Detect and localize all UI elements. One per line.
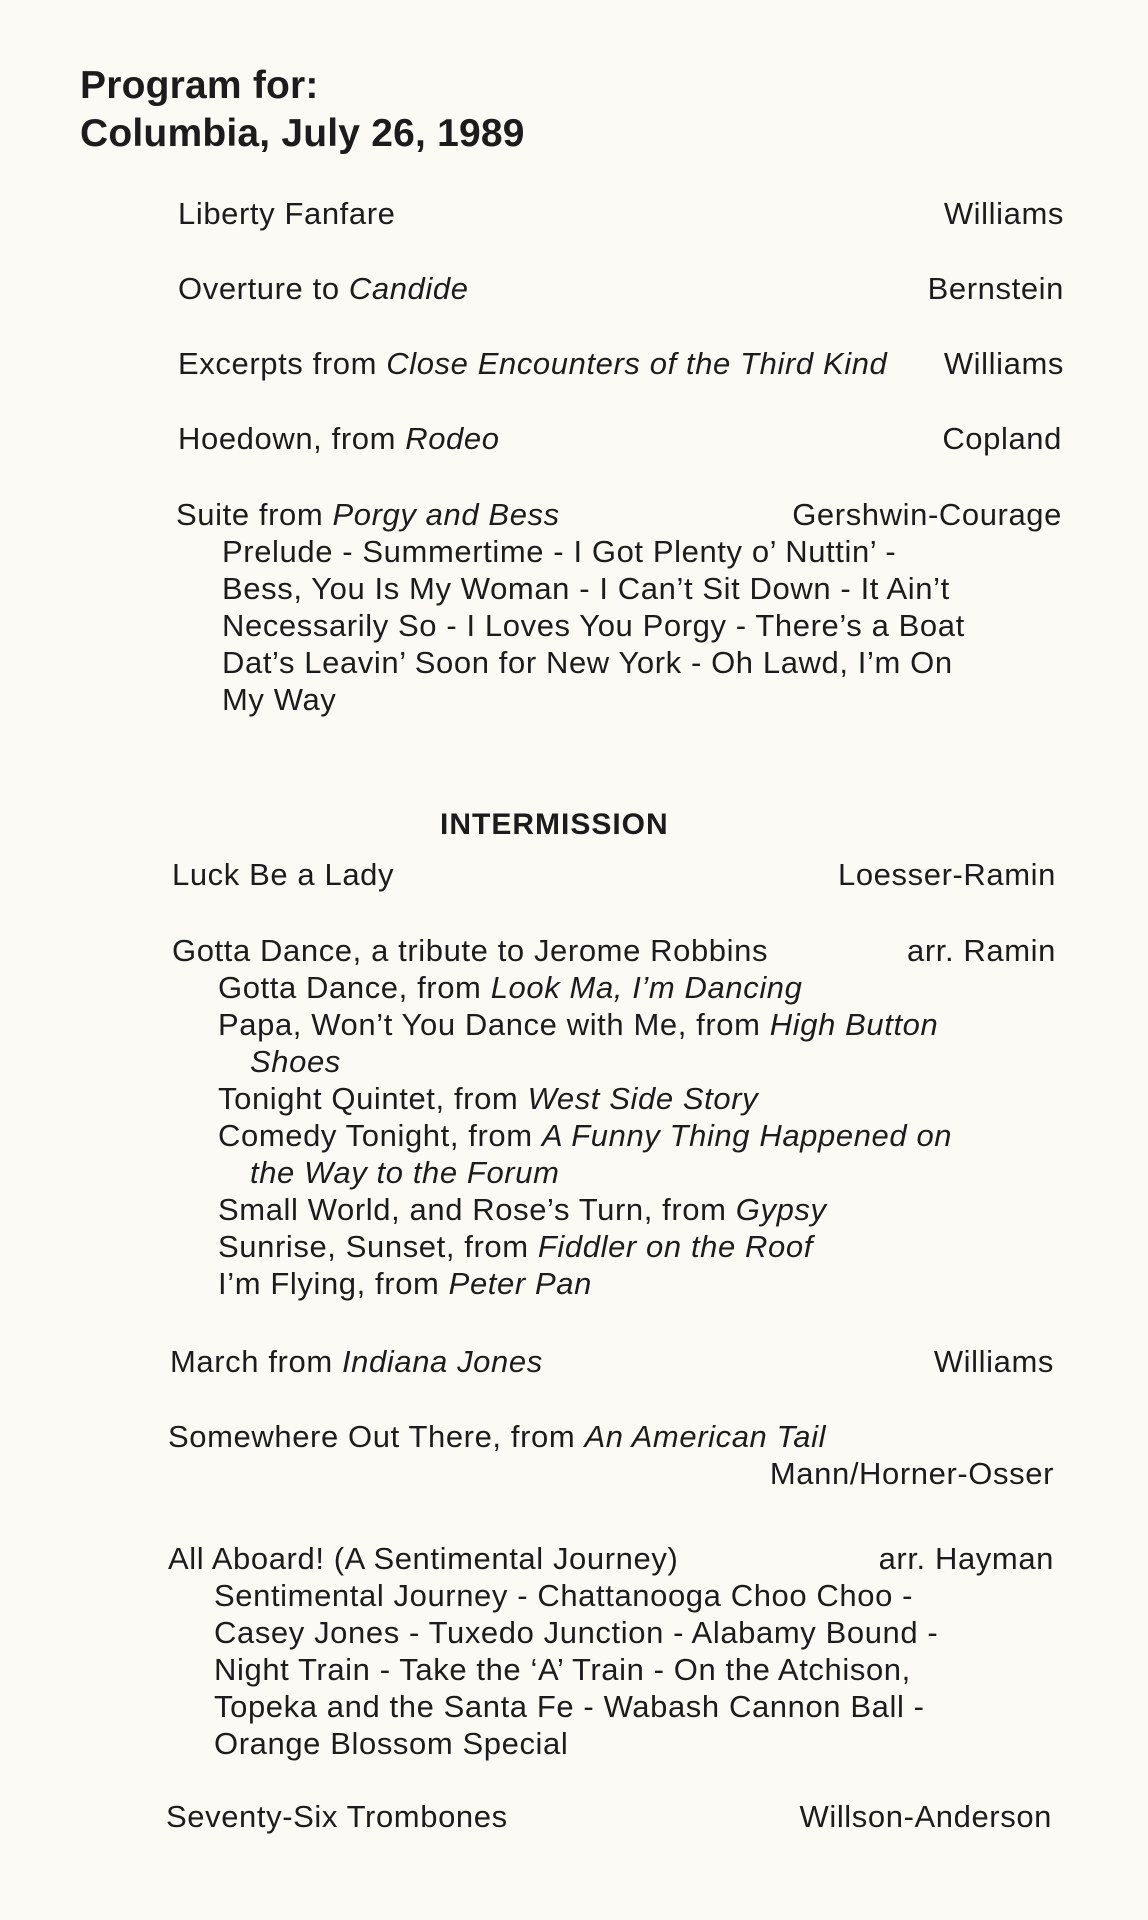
medley-line: Topeka and the Santa Fe - Wabash Cannon Ball -: [214, 1689, 925, 1724]
medley-line: Night Train - Take the ‘A’ Train - On the Atchison,: [214, 1652, 911, 1687]
piece-title: Overture to Candide: [178, 271, 469, 306]
piece-title: Hoedown, from Rodeo: [178, 421, 500, 456]
composer: Bernstein: [927, 271, 1064, 306]
piece-title: Somewhere Out There, from An American Tail: [168, 1419, 827, 1454]
composer: Willson-Anderson: [799, 1799, 1052, 1834]
composer: Williams: [933, 1344, 1054, 1379]
program-item: [178, 420, 1062, 457]
medley-line: Orange Blossom Special: [214, 1726, 569, 1761]
piece-title: Gotta Dance, a tribute to Jerome Robbins: [172, 933, 769, 968]
medley-line: Prelude - Summertime - I Got Plenty o’ Nuttin’ -: [222, 534, 897, 569]
piece-title: Seventy-Six Trombones: [166, 1799, 508, 1834]
program-item: [168, 1418, 1054, 1492]
medley-line: Bess, You Is My Woman - I Can’t Sit Down - It Ain’t: [222, 571, 950, 606]
program-header: [80, 62, 525, 158]
medley-line: I’m Flying, from Peter Pan: [218, 1266, 592, 1301]
piece-title: Suite from Porgy and Bess: [176, 497, 560, 532]
medley-line: the Way to the Forum: [250, 1155, 560, 1190]
medley-line: Tonight Quintet, from West Side Story: [218, 1081, 759, 1116]
composer: Gershwin-Courage: [792, 497, 1062, 532]
composer: Mann/Horner-Osser: [769, 1456, 1054, 1491]
medley-line: Papa, Won’t You Dance with Me, from High Button: [218, 1007, 939, 1042]
piece-title-italic: An American Tail: [584, 1419, 827, 1454]
program-item: [172, 856, 1056, 893]
program-item: [178, 345, 1064, 382]
piece-title-italic: Porgy and Bess: [332, 497, 560, 532]
program-item: [166, 1798, 1052, 1835]
medley-line: Necessarily So - I Loves You Porgy - There’s a Boat: [222, 608, 965, 643]
composer: Copland: [942, 421, 1062, 456]
medley-line: Comedy Tonight, from A Funny Thing Happened on: [218, 1118, 953, 1153]
composer: arr. Hayman: [878, 1541, 1054, 1576]
program-item: [178, 195, 1064, 232]
medley-list: [172, 969, 1056, 1302]
program-item: [176, 496, 1062, 718]
medley-line: Sentimental Journey - Chattanooga Choo Choo -: [214, 1578, 914, 1613]
piece-title-italic: Close Encounters of the Third Kind: [386, 346, 888, 381]
medley-line: Gotta Dance, from Look Ma, I’m Dancing: [218, 970, 803, 1005]
intermission-heading: INTERMISSION: [440, 808, 669, 841]
composer: Williams: [943, 196, 1064, 231]
medley-line: Small World, and Rose’s Turn, from Gypsy: [218, 1192, 827, 1227]
medley-line: Shoes: [250, 1044, 341, 1079]
header-date-location: Columbia, July 26, 1989: [80, 112, 525, 155]
piece-title: Excerpts from Close Encounters of the Third Kind: [178, 346, 888, 381]
medley-line: Dat’s Leavin’ Soon for New York - Oh Lawd, I’m On: [222, 645, 953, 680]
medley-line: Casey Jones - Tuxedo Junction - Alabamy Bound -: [214, 1615, 939, 1650]
composer: Loesser-Ramin: [838, 857, 1056, 892]
medley-list: [176, 533, 1062, 718]
program-item: [178, 270, 1064, 307]
piece-title: Liberty Fanfare: [178, 196, 396, 231]
program-item: [172, 932, 1056, 1302]
piece-title-italic: Candide: [348, 271, 469, 306]
medley-list: [168, 1577, 1054, 1762]
program-item: [170, 1343, 1054, 1380]
header-title: Program for:: [80, 64, 319, 107]
composer: Williams: [943, 346, 1064, 381]
piece-title-italic: Indiana Jones: [341, 1344, 543, 1379]
medley-line: Sunrise, Sunset, from Fiddler on the Roof: [218, 1229, 813, 1264]
program-item: [168, 1540, 1054, 1762]
composer: arr. Ramin: [907, 933, 1056, 968]
piece-title: March from Indiana Jones: [170, 1344, 543, 1379]
piece-title-italic: Rodeo: [405, 421, 500, 456]
piece-title: Luck Be a Lady: [172, 857, 395, 892]
piece-title: All Aboard! (A Sentimental Journey): [168, 1541, 679, 1576]
medley-line: My Way: [222, 682, 337, 717]
